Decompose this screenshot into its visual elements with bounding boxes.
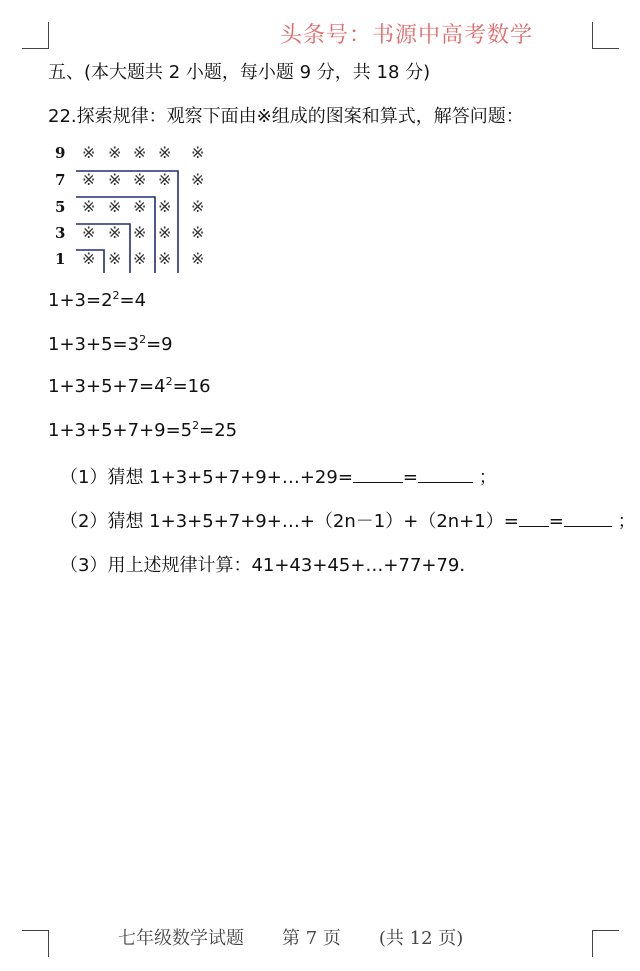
page-footer bbox=[118, 924, 501, 950]
row-label-1: 1 bbox=[55, 250, 66, 268]
pattern-symbol: ※ bbox=[82, 223, 96, 242]
problem-intro: 22.探索规律：观察下面由※组成的图案和算式，解答问题： bbox=[48, 106, 524, 127]
pattern-symbol: ※ bbox=[133, 170, 147, 189]
pattern-symbol: ※ bbox=[158, 249, 172, 268]
section-heading: 五、(本大题共 2 小题，每小题 9 分，共 18 分) bbox=[48, 62, 431, 83]
pattern-symbol: ※ bbox=[158, 143, 172, 162]
question-3: （3）用上述规律计算：41+43+45+…+77+79． bbox=[60, 555, 478, 576]
answer-blank-1a bbox=[353, 464, 403, 483]
footer-page: 第 7 页 bbox=[282, 928, 341, 949]
answer-blank-2a bbox=[519, 508, 549, 527]
equation-1: $1+3=2^2=4$ bbox=[48, 289, 147, 311]
pattern-symbol: ※ bbox=[191, 197, 205, 216]
pattern-symbol: ※ bbox=[82, 197, 96, 216]
corner-mark-top-right bbox=[592, 22, 619, 49]
pattern-symbol: ※ bbox=[82, 249, 96, 268]
pattern-figure bbox=[52, 138, 222, 278]
corner-mark-top-left bbox=[22, 22, 49, 49]
pattern-symbol: ※ bbox=[133, 249, 147, 268]
pattern-symbol: ※ bbox=[158, 197, 172, 216]
watermark: 头条号：书源中高考数学 bbox=[280, 23, 534, 48]
pattern-symbol: ※ bbox=[82, 143, 96, 162]
pattern-symbol: ※ bbox=[108, 170, 122, 189]
pattern-symbol: ※ bbox=[191, 249, 205, 268]
row-label-3: 3 bbox=[55, 224, 66, 242]
equation-4: $1+3+5+7+9=5^2=25$ bbox=[48, 419, 238, 441]
row-label-9: 9 bbox=[55, 144, 66, 162]
corner-mark-bottom-left bbox=[22, 930, 49, 957]
corner-mark-bottom-right bbox=[592, 930, 619, 957]
question-1: （1）猜想 1+3+5+7+9+…+29= = ； bbox=[60, 463, 497, 489]
question-2: （2）猜想 1+3+5+7+9+…+（2n－1）+（2n+1）= = ； bbox=[60, 507, 636, 533]
pattern-symbol: ※ bbox=[133, 197, 147, 216]
pattern-symbol: ※ bbox=[108, 223, 122, 242]
answer-blank-2b bbox=[564, 508, 612, 527]
footer-total: (共 12 页) bbox=[378, 928, 464, 949]
equation-2: $1+3+5=3^2=9$ bbox=[48, 333, 173, 355]
pattern-symbol: ※ bbox=[158, 170, 172, 189]
pattern-symbol: ※ bbox=[191, 143, 205, 162]
pattern-symbol: ※ bbox=[133, 143, 147, 162]
row-label-7: 7 bbox=[55, 171, 66, 189]
footer-subject: 七年级数学试题 bbox=[118, 928, 244, 949]
equation-3: $1+3+5+7=4^2=16$ bbox=[48, 375, 211, 397]
answer-blank-1b bbox=[418, 464, 473, 483]
pattern-symbol: ※ bbox=[191, 223, 205, 242]
pattern-symbol: ※ bbox=[82, 170, 96, 189]
row-label-5: 5 bbox=[55, 198, 66, 216]
pattern-symbol: ※ bbox=[191, 170, 205, 189]
pattern-symbol: ※ bbox=[133, 223, 147, 242]
pattern-symbol: ※ bbox=[108, 249, 122, 268]
pattern-symbol: ※ bbox=[108, 197, 122, 216]
pattern-symbol: ※ bbox=[158, 223, 172, 242]
pattern-symbol: ※ bbox=[108, 143, 122, 162]
